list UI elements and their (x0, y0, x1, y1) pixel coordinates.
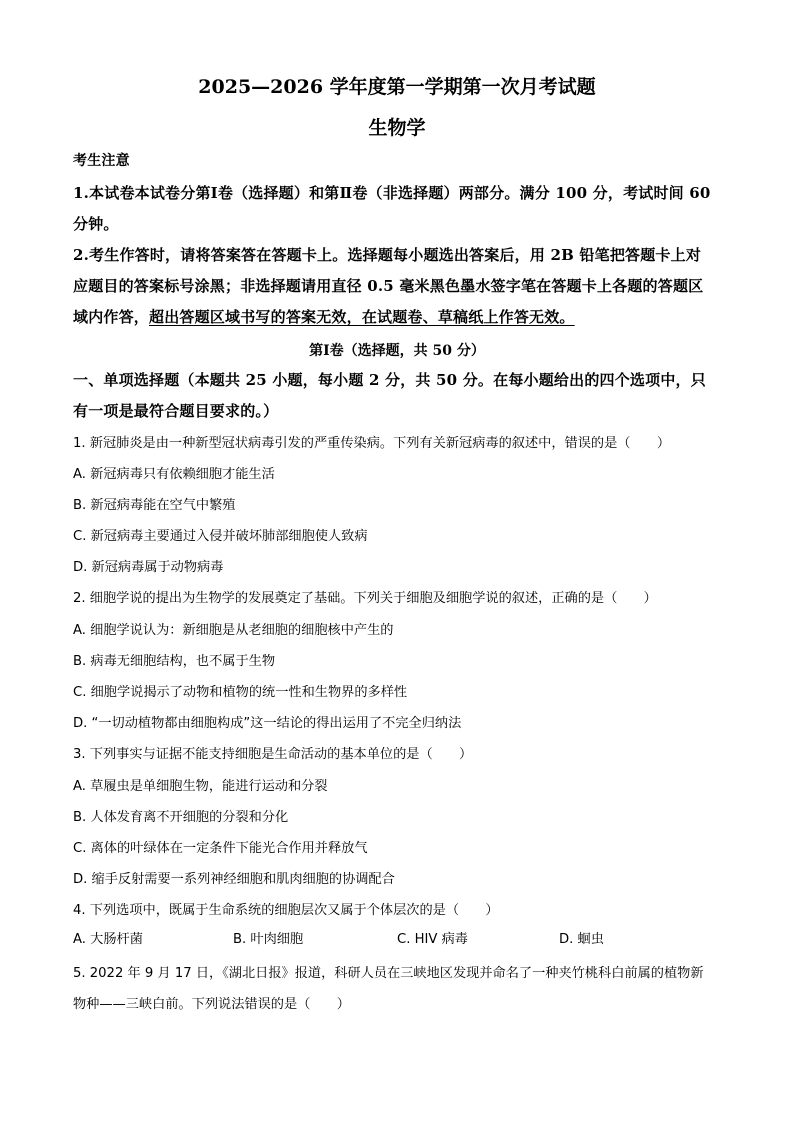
question-4-option-a: A. 大肠杆菌 (73, 932, 143, 947)
exam-title: 2025—2026 学年度第一学期第一次月考试题 (198, 76, 596, 98)
question-3-option-c: C. 离体的叶绿体在一定条件下能光合作用并释放气 (73, 841, 368, 856)
question-2-option-b: B. 病毒无细胞结构，也不属于生物 (73, 654, 276, 669)
part1-heading: 第Ⅰ卷（选择题，共 50 分） (309, 343, 485, 359)
question-5-stem-line-2: 物种——三峡白前。下列说法错误的是（ ） (73, 997, 350, 1012)
question-1-option-d: D. 新冠病毒属于动物病毒 (73, 560, 224, 575)
notice-line-5 (73, 306, 575, 327)
notice-line-3: 2.考生作答时，请将答案答在答题卡上。选择题每小题选出答案后，用 2B 铅笔把答题卡上对 (73, 246, 702, 264)
question-2-option-d: D. “一切动植物都由细胞构成”这一结论的得出运用了不完全归纳法 (73, 716, 462, 731)
question-4-option-b: B. 叶肉细胞 (233, 932, 304, 947)
question-3-option-d: D. 缩手反射需要一系列神经细胞和肌肉细胞的协调配合 (73, 872, 395, 887)
question-2-stem: 2. 细胞学说的提出为生物学的发展奠定了基础。下列关于细胞及细胞学说的叙述，正确的是（ ） (73, 591, 657, 606)
question-2-option-a: A. 细胞学说认为：新细胞是从老细胞的细胞核中产生的 (73, 623, 394, 638)
part1-instructions-line-2: 有一项是最符合题目要求的。） (73, 402, 279, 420)
notice-heading: 考生注意 (73, 153, 130, 169)
question-4-option-c: C. HIV 病毒 (397, 932, 468, 947)
subject-title: 生物学 (368, 117, 426, 139)
notice-underlined-warning: 超出答题区域书写的答案无效，在试题卷、草稿纸上作答无效。 (149, 308, 575, 326)
question-5-stem-line-1: 5. 2022 年 9 月 17 日，《湖北日报》报道，科研人员在三峡地区发现并命名了一种夹竹桃科白前属的植物新 (73, 966, 704, 981)
notice-line-2: 分钟。 (73, 215, 119, 233)
question-4-option-d: D. 蛔虫 (559, 932, 604, 947)
notice-line-5-prefix: 域内作答， (73, 308, 150, 326)
question-4-stem: 4. 下列选项中，既属于生命系统的细胞层次又属于个体层次的是（ ） (73, 903, 499, 918)
notice-line-1: 1.本试卷本试卷分第Ⅰ卷（选择题）和第Ⅱ卷（非选择题）两部分。满分 100 分，考试时间 60 (73, 184, 711, 202)
question-3-option-a: A. 草履虫是单细胞生物，能进行运动和分裂 (73, 779, 328, 794)
question-2-option-c: C. 细胞学说揭示了动物和植物的统一性和生物界的多样性 (73, 685, 408, 700)
notice-line-4: 应题目的答案标号涂黑；非选择题请用直径 0.5 毫米黑色墨水签字笔在答题卡上各题的答题区 (73, 277, 704, 295)
question-1-option-c: C. 新冠病毒主要通过入侵并破坏肺部细胞使人致病 (73, 529, 368, 544)
question-4-options-row (73, 928, 713, 950)
question-1-option-b: B. 新冠病毒能在空气中繁殖 (73, 498, 236, 513)
question-1-stem: 1. 新冠肺炎是由一种新型冠状病毒引发的严重传染病。下列有关新冠病毒的叙述中，错误的是（ ） (73, 436, 671, 451)
question-3-option-b: B. 人体发育离不开细胞的分裂和分化 (73, 810, 289, 825)
question-1-option-a: A. 新冠病毒只有依赖细胞才能生活 (73, 467, 275, 482)
question-3-stem: 3. 下列事实与证据不能支持细胞是生命活动的基本单位的是（ ） (73, 747, 473, 762)
part1-instructions-line-1: 一、单项选择题（本题共 25 小题，每小题 2 分，共 50 分。在每小题给出的四个选项中，只 (73, 371, 706, 389)
